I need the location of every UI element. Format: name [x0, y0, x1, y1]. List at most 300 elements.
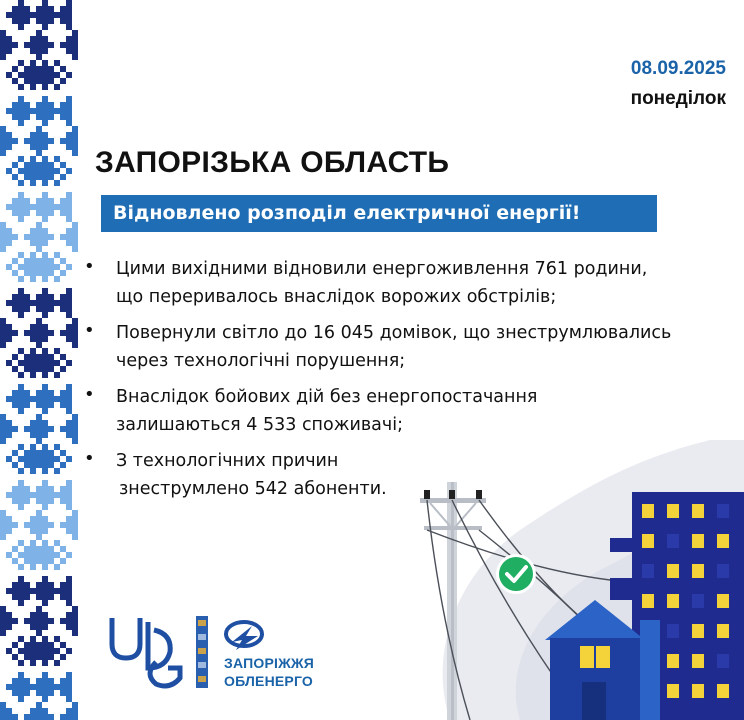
ornament-stitch — [66, 288, 72, 294]
ornament-stitch — [36, 558, 42, 564]
ornament-stitch — [60, 450, 66, 456]
ornament-stitch — [24, 234, 30, 240]
ornament-stitch — [48, 366, 54, 372]
ornament-stitch — [0, 30, 6, 36]
ornament-stitch — [24, 582, 30, 588]
ornament-stitch — [12, 588, 18, 594]
ornament-stitch — [30, 60, 36, 66]
ornament-stitch — [6, 588, 12, 594]
ornament-stitch — [36, 342, 42, 348]
ornament-stitch — [36, 210, 42, 216]
ornament-stitch — [36, 336, 42, 342]
ornament-stitch — [0, 516, 6, 522]
ornament-stitch — [42, 564, 48, 570]
building-window — [667, 504, 679, 518]
ornament-stitch — [42, 84, 48, 90]
ornament-stitch — [42, 672, 48, 678]
ornament-stitch — [42, 696, 48, 702]
ornament-stitch — [42, 444, 48, 450]
ornament-stitch — [54, 540, 60, 546]
ornament-stitch — [60, 522, 66, 528]
ornament-stitch — [24, 456, 30, 462]
ornament-stitch — [18, 300, 24, 306]
ornament-stitch — [30, 108, 36, 114]
ornament-stitch — [48, 396, 54, 402]
ornament-stitch — [0, 246, 6, 252]
list-item-line: знеструмлено 542 абоненти. — [119, 479, 387, 499]
ornament-stitch — [36, 582, 42, 588]
ornament-stitch — [6, 36, 12, 42]
ornament-stitch — [72, 702, 78, 708]
ornament-stitch — [48, 330, 54, 336]
ornament-stitch — [66, 198, 72, 204]
building-window — [717, 654, 729, 668]
ornament-stitch — [60, 426, 66, 432]
ornament-stitch — [6, 264, 12, 270]
ornament-stitch — [42, 648, 48, 654]
ornament-stitch — [54, 372, 60, 378]
building-window — [642, 534, 654, 548]
ornament-stitch — [66, 204, 72, 210]
ornament-stitch — [30, 372, 36, 378]
ornament-stitch — [18, 684, 24, 690]
ornament-stitch — [18, 660, 24, 666]
ornament-stitch — [36, 486, 42, 492]
ornament-stitch — [0, 336, 6, 342]
ornament-stitch — [36, 258, 42, 264]
ornament-stitch — [18, 72, 24, 78]
ornament-stitch — [18, 372, 24, 378]
ornament-stitch — [42, 108, 48, 114]
ornament-stitch — [48, 354, 54, 360]
ornament-stitch — [42, 48, 48, 54]
ornament-stitch — [72, 612, 78, 618]
ornament-stitch — [36, 420, 42, 426]
ornament-stitch — [24, 552, 30, 558]
ornament-stitch — [42, 276, 48, 282]
ornament-stitch — [66, 504, 72, 510]
building-window — [692, 564, 704, 578]
ornament-stitch — [66, 624, 72, 630]
ornament-stitch — [30, 78, 36, 84]
ornament-stitch — [72, 240, 78, 246]
ornament-stitch — [48, 426, 54, 432]
ornament-stitch — [36, 198, 42, 204]
ornament-stitch — [6, 456, 12, 462]
ornament-stitch — [66, 216, 72, 222]
ornament-stitch — [6, 240, 12, 246]
ornament-stitch — [42, 198, 48, 204]
ornament-stitch — [66, 690, 72, 696]
ornament-stitch — [42, 690, 48, 696]
ornament-stitch — [12, 498, 18, 504]
ornament-stitch — [66, 492, 72, 498]
ornament-stitch — [66, 594, 72, 600]
ornament-stitch — [48, 102, 54, 108]
ornament-stitch — [48, 168, 54, 174]
ornament-stitch — [36, 498, 42, 504]
ornament-stitch — [60, 294, 66, 300]
ornament-stitch — [6, 138, 12, 144]
ornament-stitch — [6, 72, 12, 78]
ornament-stitch — [72, 432, 78, 438]
ornament-stitch — [0, 618, 6, 624]
ornament-stitch — [6, 360, 12, 366]
ornament-stitch — [30, 468, 36, 474]
ornament-stitch — [66, 24, 72, 30]
ornament-stitch — [12, 402, 18, 408]
ornament-stitch — [18, 108, 24, 114]
ornament-stitch — [36, 240, 42, 246]
ornament-stitch — [54, 264, 60, 270]
ornament-stitch — [0, 234, 6, 240]
ornament-stitch — [0, 324, 6, 330]
ornament-stitch — [66, 618, 72, 624]
ornament-stitch — [36, 702, 42, 708]
ornament-stitch — [66, 168, 72, 174]
ornament-stitch — [30, 648, 36, 654]
ornament-stitch — [0, 222, 6, 228]
ornament-stitch — [24, 168, 30, 174]
ornament-stitch — [42, 492, 48, 498]
ornament-stitch — [54, 12, 60, 18]
ornament-stitch — [12, 642, 18, 648]
ornament-stitch — [12, 234, 18, 240]
ornament-stitch — [24, 450, 30, 456]
ornament-stitch — [12, 450, 18, 456]
ornament-stitch — [42, 582, 48, 588]
ornament-stitch — [6, 420, 12, 426]
ornament-stitch — [30, 66, 36, 72]
ornament-stitch — [66, 72, 72, 78]
ornament-stitch — [0, 48, 6, 54]
ornament-stitch — [72, 144, 78, 150]
ornament-stitch — [72, 222, 78, 228]
ornament-stitch — [12, 654, 18, 660]
ornament-stitch — [42, 684, 48, 690]
ornament-stitch — [36, 654, 42, 660]
ornament-stitch — [48, 558, 54, 564]
ornament-stitch — [36, 630, 42, 636]
ornament-stitch — [12, 162, 18, 168]
ornament-stitch — [60, 330, 66, 336]
ornament-stitch — [60, 582, 66, 588]
ornament-stitch — [24, 588, 30, 594]
building-window — [692, 654, 704, 668]
ornament-stitch — [42, 354, 48, 360]
ornament-stitch — [12, 618, 18, 624]
ornament-stitch — [42, 240, 48, 246]
list-item-line: Цими вихідними відновили енергоживлення 761 родини, — [116, 259, 648, 279]
ornament-stitch — [24, 648, 30, 654]
ornament-stitch — [12, 522, 18, 528]
ornament-stitch — [18, 384, 24, 390]
ornament-stitch — [42, 264, 48, 270]
ornament-stitch — [42, 102, 48, 108]
ornament-stitch — [42, 636, 48, 642]
ornament-stitch — [30, 396, 36, 402]
ornament-stitch — [12, 354, 18, 360]
ornament-stitch — [42, 456, 48, 462]
ornament-stitch — [6, 618, 12, 624]
ornament-stitch — [60, 114, 66, 120]
oblenergo-emblem-icon — [226, 622, 262, 650]
ornament-stitch — [0, 522, 6, 528]
building-window — [692, 534, 704, 548]
ornament-stitch — [6, 714, 12, 720]
ornament-stitch — [48, 294, 54, 300]
ornament-stitch — [36, 222, 42, 228]
ornament-stitch — [30, 12, 36, 18]
ornament-stitch — [12, 390, 18, 396]
ornament-stitch — [36, 318, 42, 324]
ornament-stitch — [12, 462, 18, 468]
ornament-stitch — [42, 114, 48, 120]
ornament-stitch — [18, 588, 24, 594]
building-window — [642, 564, 654, 578]
ornament-stitch — [66, 480, 72, 486]
ornament-stitch — [42, 480, 48, 486]
ornament-stitch — [60, 12, 66, 18]
ornament-stitch — [30, 462, 36, 468]
ornament-stitch — [72, 534, 78, 540]
ornament-stitch — [18, 24, 24, 30]
ornament-stitch — [24, 366, 30, 372]
list-item-line: залишаються 4 533 споживачі; — [116, 415, 403, 435]
ornament-stitch — [30, 420, 36, 426]
ornament-stitch — [30, 558, 36, 564]
ornament-stitch — [60, 366, 66, 372]
ornament-stitch — [54, 648, 60, 654]
ornament-stitch — [42, 300, 48, 306]
ornament-stitch — [60, 462, 66, 468]
ornament-stitch — [48, 234, 54, 240]
ornament-stitch — [60, 204, 66, 210]
ornament-stitch — [36, 462, 42, 468]
ornament-stitch — [42, 600, 48, 606]
ornament-stitch — [12, 426, 18, 432]
ornament-stitch — [72, 228, 78, 234]
ornament-stitch — [60, 198, 66, 204]
ornament-stitch — [42, 324, 48, 330]
ornament-stitch — [48, 174, 54, 180]
ornament-stitch — [66, 102, 72, 108]
ornament-stitch — [24, 306, 30, 312]
ornament-stitch — [36, 300, 42, 306]
ornament-stitch — [42, 420, 48, 426]
ornament-stitch — [66, 6, 72, 12]
headline-banner: Відновлено розподіл електричної енергії! — [101, 195, 657, 232]
ornament-stitch — [12, 258, 18, 264]
ornament-stitch — [36, 66, 42, 72]
building-window — [667, 564, 679, 578]
ornament-stitch — [48, 162, 54, 168]
ornament-stitch — [0, 528, 6, 534]
ornament-stitch — [0, 150, 6, 156]
ornament-stitch — [30, 522, 36, 528]
ornament-stitch — [30, 366, 36, 372]
ornament-stitch — [60, 486, 66, 492]
ornament-stitch — [6, 324, 12, 330]
ornament-stitch — [72, 708, 78, 714]
ornament-stitch — [54, 444, 60, 450]
ornament-stitch — [36, 402, 42, 408]
ornament-stitch — [42, 612, 48, 618]
ornament-stitch — [0, 420, 6, 426]
ornament-stitch — [18, 60, 24, 66]
ornament-stitch — [66, 426, 72, 432]
ornament-stitch — [18, 102, 24, 108]
building-window — [717, 684, 729, 698]
ornament-stitch — [42, 540, 48, 546]
ornament-stitch — [42, 426, 48, 432]
ornament-stitch — [30, 624, 36, 630]
ornament-stitch — [48, 690, 54, 696]
ornament-stitch — [66, 330, 72, 336]
ornament-stitch — [30, 300, 36, 306]
ornament-stitch — [0, 126, 6, 132]
ornament-stitch — [42, 336, 48, 342]
ornament-stitch — [66, 528, 72, 534]
ornament-stitch — [24, 300, 30, 306]
ornament-stitch — [12, 114, 18, 120]
ornament-stitch — [36, 708, 42, 714]
ornament-stitch — [24, 642, 30, 648]
ornament-stitch — [42, 252, 48, 258]
ornament-stitch — [66, 432, 72, 438]
ornament-stitch — [18, 648, 24, 654]
ornament-stitch — [36, 510, 42, 516]
ornament-stitch — [24, 162, 30, 168]
ornament-stitch — [24, 204, 30, 210]
ornament-stitch — [54, 636, 60, 642]
ornament-stitch — [30, 270, 36, 276]
ornament-stitch — [66, 408, 72, 414]
building-window — [692, 504, 704, 518]
ornament-stitch — [54, 252, 60, 258]
ornament-stitch — [36, 396, 42, 402]
ornament-stitch — [66, 132, 72, 138]
company-name-line2: ОБЛЕНЕРГО — [224, 673, 313, 689]
ornament-stitch — [18, 156, 24, 162]
ornament-stitch — [36, 690, 42, 696]
ornament-stitch — [24, 714, 30, 720]
ornament-stitch — [30, 426, 36, 432]
ornament-stitch — [60, 594, 66, 600]
ornament-stitch — [12, 558, 18, 564]
ornament-stitch — [48, 582, 54, 588]
ornament-stitch — [36, 144, 42, 150]
ornament-stitch — [12, 174, 18, 180]
ornament-stitch — [36, 516, 42, 522]
ornament-stitch — [12, 306, 18, 312]
ornament-stitch — [48, 306, 54, 312]
ornament-stitch — [48, 642, 54, 648]
ornament-stitch — [48, 498, 54, 504]
ornament-stitch — [66, 294, 72, 300]
bullet-dot-icon: • — [84, 256, 95, 277]
ornament-stitch — [30, 528, 36, 534]
ornament-stitch — [60, 42, 66, 48]
company-name-line1: ЗАПОРІЖЖЯ — [224, 655, 315, 671]
ornament-stitch — [0, 702, 6, 708]
ornament-stitch — [66, 324, 72, 330]
ornament-stitch — [36, 648, 42, 654]
ornament-stitch — [42, 486, 48, 492]
ornament-stitch — [30, 84, 36, 90]
ornament-stitch — [36, 204, 42, 210]
building-window — [717, 624, 729, 638]
ornament-stitch — [72, 138, 78, 144]
ornament-stitch — [66, 696, 72, 702]
ornament-stitch — [12, 6, 18, 12]
ornament-stitch — [42, 372, 48, 378]
ornament-stitch — [6, 708, 12, 714]
udg-logo — [112, 618, 180, 686]
ornament-stitch — [12, 684, 18, 690]
ornament-stitch — [66, 120, 72, 126]
ornament-stitch — [24, 78, 30, 84]
ornament-stitch — [24, 402, 30, 408]
ornament-stitch — [72, 36, 78, 42]
ornament-stitch — [18, 552, 24, 558]
ornament-stitch — [60, 402, 66, 408]
ornament-stitch — [0, 630, 6, 636]
ornament-stitch — [18, 12, 24, 18]
ornament-stitch — [60, 558, 66, 564]
ornament-stitch — [24, 396, 30, 402]
ornament-stitch — [24, 6, 30, 12]
ornament-stitch — [66, 684, 72, 690]
ornament-stitch — [72, 48, 78, 54]
ornament-stitch — [24, 492, 30, 498]
ornament-stitch — [42, 504, 48, 510]
ornament-stitch — [36, 30, 42, 36]
list-item-line: через технологічні порушення; — [116, 351, 406, 371]
ornament-stitch — [66, 18, 72, 24]
ornament-stitch — [42, 348, 48, 354]
ornament-stitch — [36, 12, 42, 18]
ornament-stitch — [18, 600, 24, 606]
ornament-stitch — [36, 150, 42, 156]
ornament-stitch — [30, 714, 36, 720]
ornament-stitch — [54, 300, 60, 306]
ornament-stitch — [42, 144, 48, 150]
ornament-stitch — [60, 354, 66, 360]
ornament-stitch — [6, 552, 12, 558]
ornament-stitch — [30, 540, 36, 546]
ornament-stitch — [72, 606, 78, 612]
ornament-stitch — [24, 546, 30, 552]
ornament-stitch — [36, 624, 42, 630]
ornament-stitch — [6, 144, 12, 150]
ornament-stitch — [42, 528, 48, 534]
ornament-stitch — [42, 12, 48, 18]
ornament-stitch — [18, 204, 24, 210]
ornament-stitch — [42, 312, 48, 318]
ornament-stitch — [36, 48, 42, 54]
ornament-stitch — [36, 78, 42, 84]
ornament-stitch — [30, 456, 36, 462]
ornament-stitch — [18, 84, 24, 90]
building-window — [692, 684, 704, 698]
ornament-stitch — [66, 306, 72, 312]
ornament-stitch — [30, 360, 36, 366]
ornament-stitch — [42, 78, 48, 84]
ornament-stitch — [72, 714, 78, 720]
building-window — [717, 504, 729, 518]
ornament-stitch — [48, 546, 54, 552]
